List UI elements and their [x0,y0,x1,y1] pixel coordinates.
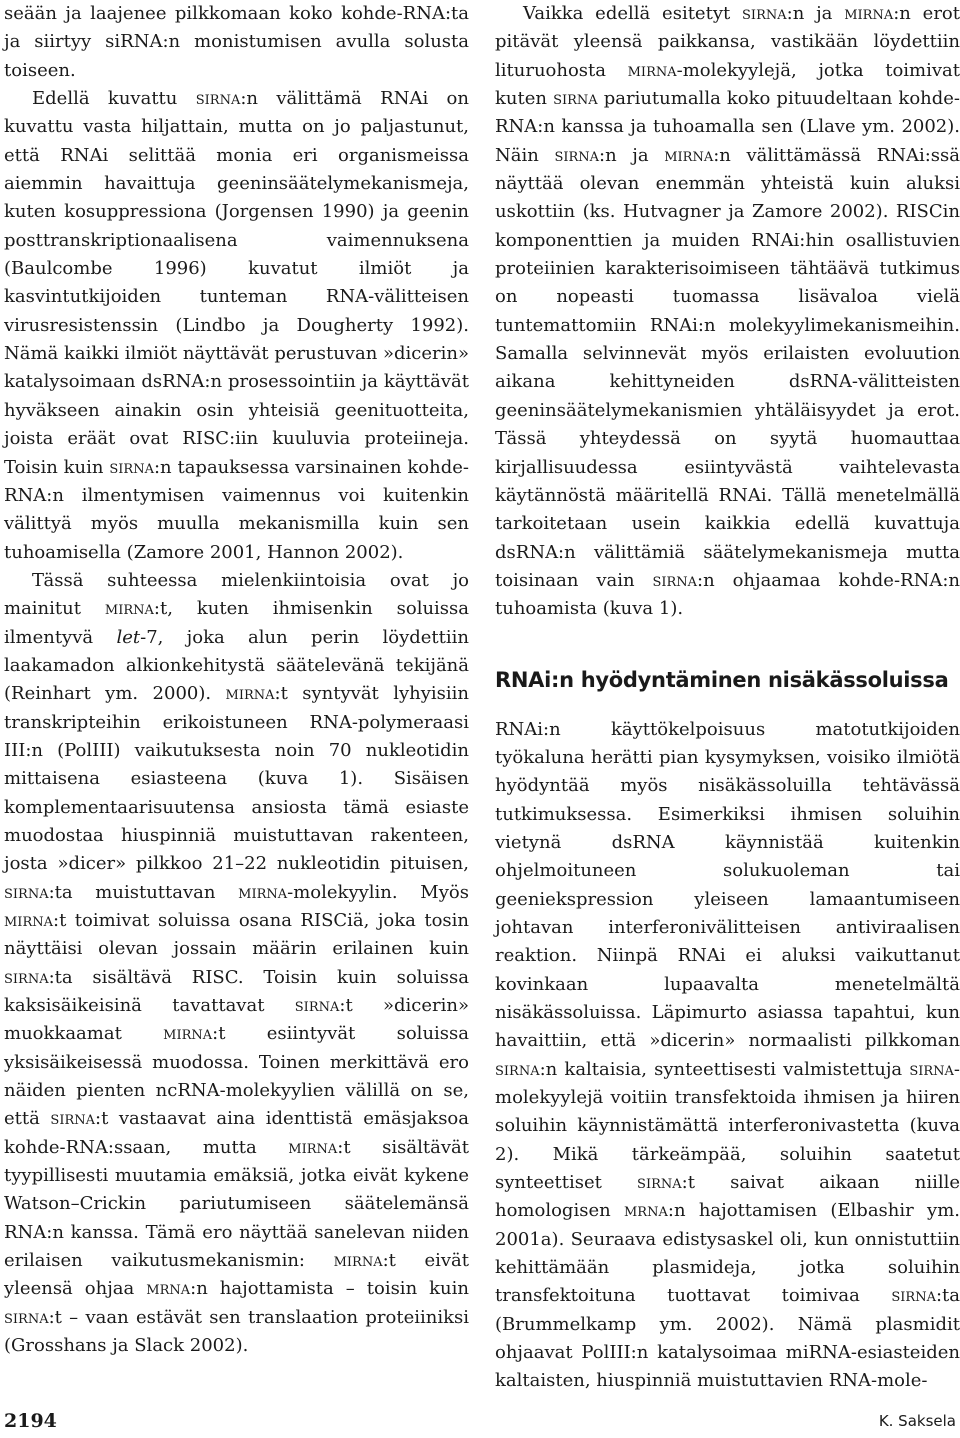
running-author: K. Saksela [878,1412,956,1430]
left-column [4,0,469,1361]
page-footer [4,1410,956,1434]
paragraph: RNAi:n käyttökelpoisuus matotutkijoiden työkaluna herätti pian kysymyksen, voisiko ilmiötä hyödyntää myös nisäkässoluilla tehtävässä tutkimuksessa. Esimerkiksi ihmisen soluihin vietynä dsRNA käynnistää kuitenkin ohjelmoituneen solukuoleman tai geeniekspression yleiseen lamaantumiseen johtavan interferonivälitteisen antiviraalisen reaktion. Niinpä RNAi ei aluksi vaikuttanut kovinkaan lupaavalta menetelmältä nisäkässoluissa. Läpimurto asiassa tapahtui, kun havaittiin, että »dicerin» normaalisti pilkkoman sirna:n kaltaisia, synteettisesti valmistettuja sirna-molekyylejä voitiin transfektoida ihmisen ja hiiren soluihin käynnistämättä interferonivastetta (kuva 2). Mikä tärkeämpää, soluihin saatetut synteettiset sirna:t saivat aikaan niille homologisen mrna:n hajottamisen (Elbashir ym. 2001a). Seuraava edistysaskel oli, kun onnistuttiin kehittämään plasmideja, jotka soluihin transfektoituna tuottavat toimivaa sirna:ta (Brummelkamp ym. 2002). Nämä plasmidit ohjaavat PolIII:n katalysoimaa miRNA-esiasteiden kaltaisten, hiuspinniä muistuttavien RNA-mole- [495,718,960,1392]
paragraph: Vaikka edellä esitetyt sirna:n ja mirna:n erot pitävät yleensä paikkansa, vastikään löydettiin lituruohosta mirna-molekyylejä, jotka toimivat kuten sirna pariutumalla koko pituudeltaan kohde-RNA:n kanssa ja tuhoamalla sen (Llave ym. 2002). Näin sirna:n ja mirna:n välittämässä RNAi:ssä näyttää olevan enemmän yhteistä kuin aluksi uskottiin (ks. Hutvagner ja Zamore 2002). RISCin komponenttien ja muiden RNAi:hin osallistuvien proteiinien karakterisoimiseen tähtäävä tutkimus on nopeasti tuomassa lisävaloa vielä tuntemattomiin RNAi:n molekyylimekanismeihin. Samalla selvinnevät myös erilaisten evoluution aikana kehittyneiden dsRNA-välitteisten geeninsäätelymekanismien yhtäläisyydet ja erot. Tässä yhteydessä on syytä huomauttaa kirjallisuudessa esiintyvästä vaihtelevasta käytännöstä määritellä RNAi. Tällä menetelmällä tarkoitetaan usein kaikkia edellä kuvattuja dsRNA:n välittämiä säätelymekanismeja mutta toisinaan vain sirna:n ohjaamaa kohde-RNA:n tuhoamista (kuva 1). [495,3,960,620]
page-number: 2194 [4,1410,57,1432]
paragraph: Tässä suhteessa mielenkiintoisia ovat jo mainitut mirna:t, kuten ihmisenkin soluissa ilmentyvä let-7, joka alun perin löydettiin laakamadon alkionkehitystä säätelevänä tekijänä (Reinhart ym. 2000). mirna:t syntyvät lyhyisiin transkripteihin erikoistuneen RNA-polymeraasi III:n (PolIII) vaikutuksesta noin 70 nukleotidin mittaisena esiasteena (kuva 1). Sisäisen komplementaarisuutensa ansiosta tämä esiaste muodostaa hiuspinniä muistuttavan rakenteen, josta »dicer» pilkkoo 21–22 nukleotidin pituisen, sirna:ta muistuttavan mirna-molekyylin. Myös mirna:t toimivat soluissa osana RISCiä, joka tosin näyttäisi olevan jossain määrin erilainen kuin sirna:ta sisältävä RISC. Toisin kuin soluissa kaksisäikeisinä tavattavat sirna:t »dicerin» muokkaamat mirna:t esiintyvät soluissa yksisäikeisessä muodossa. Toinen merkittävä ero näiden pienten ncRNA-molekyylien välillä on se, että sirna:t vastaavat aina identtistä emäsjaksoa kohde-RNA:ssaan, mutta mirna:t sisältävät tyypillisesti muutamia emäksiä, jotka eivät kykene Watson–Crickin pariutumiseen säätelemänsä RNA:n kanssa. Tämä ero näyttää sanelevan niiden erilaisen vaikutusmekanismin: mirna:t eivät yleensä ohjaa mrna:n hajottamista – toisin kuin sirna:t – vaan estävät sen translaation proteiiniksi (Grosshans ja Slack 2002). [4,569,470,1357]
paragraph-continuation: seään ja laajenee pilkkomaan koko kohde-RNA:ta ja siirtyy siRNA:n monistumisen avulla solusta toiseen. [4,3,469,81]
paragraph: Edellä kuvattu sirna:n välittämä RNAi on kuvattu vasta hiljattain, mutta on jo paljastunut, että RNAi selittää monia eri organismeissa aiemmin havaittuja geeninsäätelymekanismeja, kuten kosuppressiona (Jorgensen 1990) ja geenin posttranskriptionaalisena vaimennuksena (Baulcombe 1996) kuvatut ilmiöt ja kasvintutkijoiden tunteman RNA-välitteisen virusresistenssin (Lindbo ja Dougherty 1992). Nämä kaikki ilmiöt näyttävät perustuvan »dicerin» katalysoimaan dsRNA:n prosessointiin ja käyttävät hyväkseen ainakin osin yhteisiä geenituotteita, joista eräät ovat RISC:iin kuuluvia proteiineja. Toisin kuin sirna:n tapauksessa varsinainen kohde-RNA:n ilmentymisen vaimennus voi kuitenkin välittyä myös muulla mekanismilla kuin sen tuhoamisella (Zamore 2001, Hannon 2002). [4,88,470,563]
section-heading: RNAi:n hyödyntäminen nisäkässoluissa [495,667,949,692]
right-column [495,0,960,1396]
